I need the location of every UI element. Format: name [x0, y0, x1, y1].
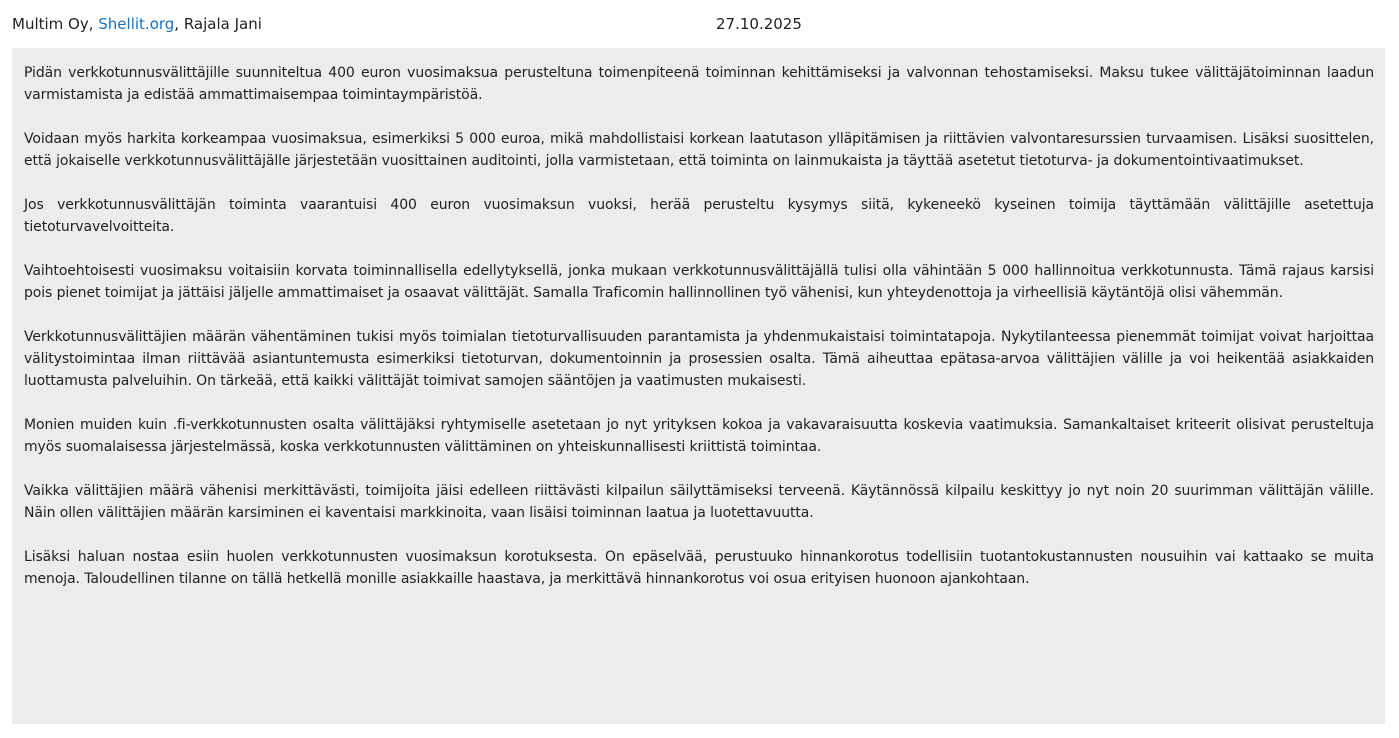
organization-link[interactable]: Shellit.org — [98, 15, 175, 33]
organization-name: Multim Oy — [12, 15, 89, 33]
comment-paragraph: Vaihtoehtoisesti vuosimaksu voitaisiin korvata toiminnallisella edellytyksellä, jonka mukaan verkkotunnusvälittäjällä tulisi olla vähintään 5 000 hallinnoitua verkkotunnusta. Tämä rajaus karsisi pois pienet toimijat ja jättäisi jäljelle ammattimaiset ja osaavat välittäjät. Samalla Traficomin hallinnollinen työ vähenisi, kun yhteydenottoja ja virheellisiä käytäntöjä olisi vähemmän. — [24, 263, 1374, 301]
comment-header — [12, 10, 1387, 38]
comment-paragraph: Lisäksi haluan nostaa esiin huolen verkkotunnusten vuosimaksun korotuksesta. On epäselvää, perustuuko hinnankorotus todellisiin tuotantokustannusten nousuihin vai kattaako se muita menoja. Taloudellinen tilanne on tällä hetkellä monille asiakkaille haastava, ja merkittävä hinnankorotus voi osua erityisen huonoon ajankohtaan. — [24, 549, 1374, 587]
comment-paragraph: Verkkotunnusvälittäjien määrän vähentäminen tukisi myös toimialan tietoturvallisuuden parantamista ja yhdenmukaistaisi toimintatapoja. Nykytilanteessa pienemmät toimijat voivat harjoittaa välitystoimintaa ilman riittävää asiantuntemusta esimerkiksi tietoturvan, dokumentoinnin ja prosessien osalta. Tämä aiheuttaa epätasa-arvoa välittäjien välille ja voi heikentää asiakkaiden luottamusta palveluihin. On tärkeää, että kaikki välittäjät toimivat samojen sääntöjen ja vaatimusten mukaisesti. — [24, 329, 1374, 389]
author-line — [12, 10, 262, 38]
comment-paragraph: Pidän verkkotunnusvälittäjille suunniteltua 400 euron vuosimaksua perusteltuna toimenpiteenä toiminnan kehittämiseksi ja valvonnan tehostamiseksi. Maksu tukee välittäjätoiminnan laadun varmistamista ja edistää ammattimaisempaa toimintaympäristöä. — [24, 65, 1374, 103]
comment-paragraph: Monien muiden kuin .fi-verkkotunnusten osalta välittäjäksi ryhtymiselle asetetaan jo nyt yrityksen kokoa ja vakavaraisuutta koskevia vaatimuksia. Samankaltaiset kriteerit olisivat perusteltuja myös suomalaisessa järjestelmässä, koska verkkotunnusten välittäminen on yhteiskunnallisesti kriittistä toimintaa. — [24, 417, 1374, 455]
comment-paragraph: Vaikka välittäjien määrä vähenisi merkittävästi, toimijoita jäisi edelleen riittävästi kilpailun säilyttämiseksi terveenä. Käytännössä kilpailu keskittyy jo nyt noin 20 suurimman välittäjän välille. Näin ollen välittäjien määrän karsiminen ei kaventaisi markkinoita, vaan lisäisi toiminnan laatua ja luotettavuutta. — [24, 483, 1374, 521]
comment-paragraph: Voidaan myös harkita korkeampaa vuosimaksua, esimerkiksi 5 000 euroa, mikä mahdollistaisi korkean laatutason ylläpitämisen ja riittävien valvontaresurssien turvaamisen. Lisäksi suosittelen, että jokaiselle verkkotunnusvälittäjälle järjestetään vuosittainen auditointi, jolla varmistetaan, että toiminta on lainmukaista ja täyttää asetetut tietoturva- ja dokumentointivaatimukset. — [24, 131, 1374, 169]
comment-body — [12, 48, 1385, 724]
comment-date: 27.10.2025 — [716, 15, 802, 33]
separator: , — [174, 15, 184, 33]
separator: , — [88, 15, 99, 33]
person-name: Rajala Jani — [183, 15, 262, 33]
comment-paragraph: Jos verkkotunnusvälittäjän toiminta vaarantuisi 400 euron vuosimaksun vuoksi, herää perusteltu kysymys siitä, kykeneekö kyseinen toimija täyttämään välittäjille asetettuja tietoturvavelvoitteita. — [24, 197, 1374, 235]
